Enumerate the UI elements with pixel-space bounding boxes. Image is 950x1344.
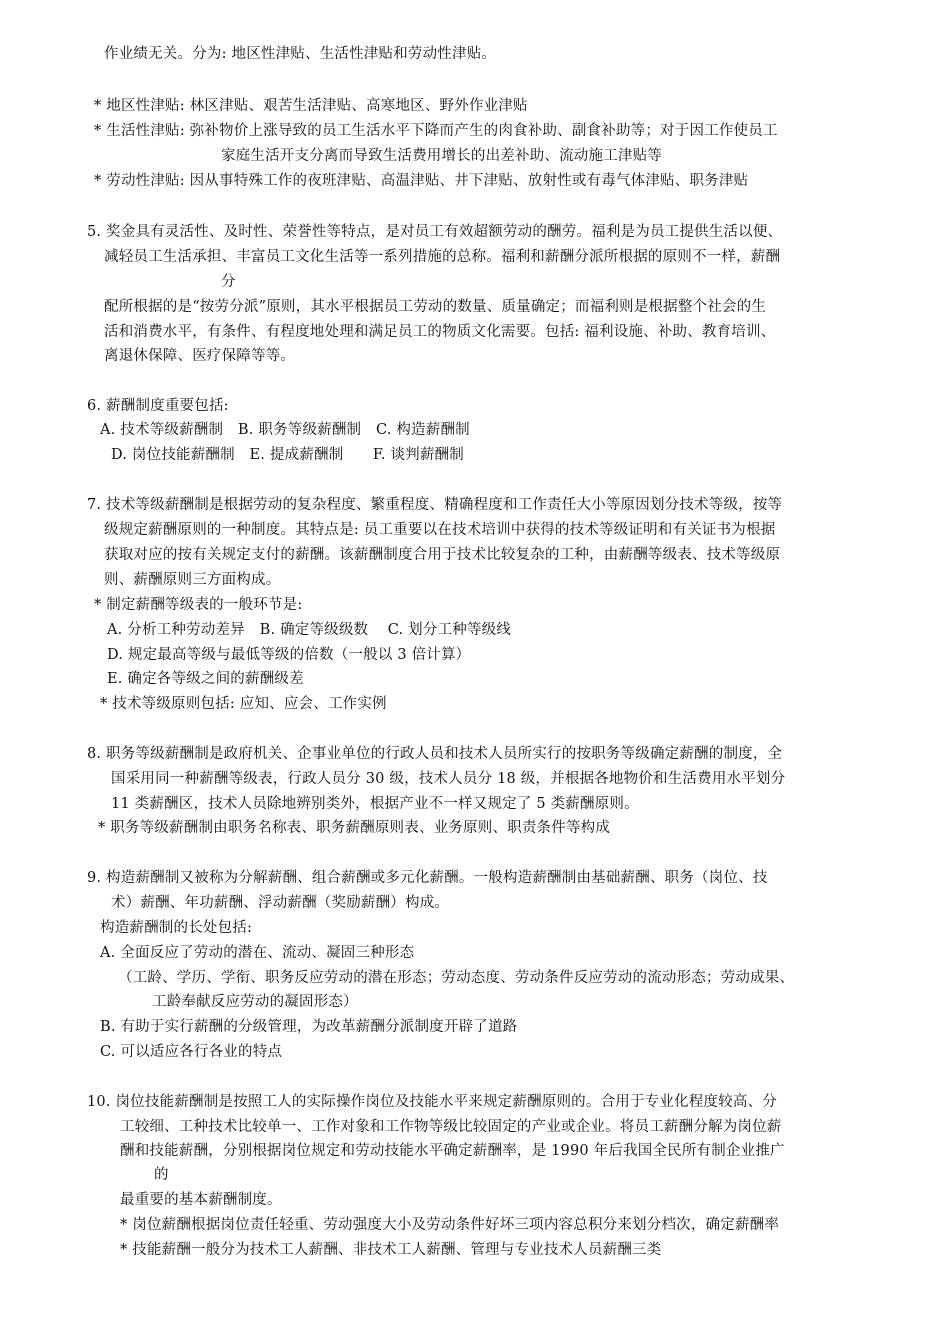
text-line: 10. 岗位技能薪酬制是按照工人的实际操作岗位及技能水平来规定薪酬原则的。合用于专业化程度较高、分 bbox=[87, 1094, 777, 1110]
text-line: 酬和技能薪酬，分别根据岗位规定和劳动技能水平确定薪酬率，是 1990 年后我国全民所有制企业推广 bbox=[120, 1143, 785, 1159]
text-line: * 职务等级薪酬制由职务名称表、职务薪酬原则表、业务原则、职责条件等构成 bbox=[98, 820, 611, 836]
text-line: 家庭生活开支分离而导致生活费用增长的出差补助、流动施工津贴等 bbox=[221, 148, 662, 164]
text-line: D. 规定最高等级与最低等级的倍数（一般以 3 倍计算） bbox=[107, 647, 471, 663]
text-line: B. 有助于实行薪酬的分级管理，为改革薪酬分派制度开辟了道路 bbox=[100, 1019, 518, 1035]
text-line: 9. 构造薪酬制又被称为分解薪酬、组合薪酬或多元化薪酬。一般构造薪酬制由基础薪酬、职务（岗位、技 bbox=[87, 870, 768, 886]
text-line: 8. 职务等级薪酬制是政府机关、企事业单位的行政人员和技术人员所实行的按职务等级确定薪酬的制度，全 bbox=[87, 746, 783, 762]
text-line: E. 确定各等级之间的薪酬级差 bbox=[107, 671, 304, 687]
text-line: 工较细、工种技术比较单一、工作对象和工作物等级比较固定的产业或企业。将员工薪酬分解为岗位薪 bbox=[120, 1119, 782, 1135]
text-line: 作业绩无关。分为: 地区性津贴、生活性津贴和劳动性津贴。 bbox=[104, 46, 497, 62]
text-line: A. 全面反应了劳动的潜在、流动、凝固三种形态 bbox=[100, 945, 415, 961]
text-line: 活和消费水平，有条件、有程度地处理和满足员工的物质文化需要。包括: 福利设施、补助、教育培训、 bbox=[104, 324, 776, 340]
text-line: * 岗位薪酬根据岗位责任轻重、劳动强度大小及劳动条件好坏三项内容总积分来划分档次，确定薪酬率 bbox=[120, 1217, 780, 1233]
text-line: 11 类薪酬区，技术人员除地辨别类外，根据产业不一样又规定了 5 类薪酬原则。 bbox=[111, 796, 639, 812]
text-line: * 地区性津贴: 林区津贴、艰苦生活津贴、高寒地区、野外作业津贴 bbox=[94, 98, 528, 114]
text-line: 5. 奖金具有灵活性、及时性、荣誉性等特点，是对员工有效超额劳动的酬劳。福利是为员工提供生活以便、 bbox=[87, 224, 783, 240]
text-line: 获取对应的按有关规定支付的薪酬。该薪酬制度合用于技术比较复杂的工种，由薪酬等级表、技术等级原 bbox=[104, 547, 781, 563]
text-line: 配所根据的是“按劳分派”原则，其水平根据员工劳动的数量、质量确定；而福利则是根据整个社会的生 bbox=[104, 299, 767, 315]
text-line: 6. 薪酬制度重要包括: bbox=[87, 398, 229, 414]
text-line: 减轻员工生活承担、丰富员工文化生活等一系列措施的总称。福利和薪酬分派所根据的原则不一样，薪酬 bbox=[104, 249, 781, 265]
text-line: * 生活性津贴: 弥补物价上涨导致的员工生活水平下降而产生的肉食补助、副食补助等；对于因工作使员工 bbox=[94, 123, 778, 139]
text-line: D. 岗位技能薪酬制 E. 提成薪酬制 F. 谈判薪酬制 bbox=[111, 447, 464, 463]
text-line: 则、薪酬原则三方面构成。 bbox=[104, 572, 281, 588]
text-line: C. 可以适应各行各业的特点 bbox=[100, 1044, 283, 1060]
text-line: 级规定薪酬原则的一种制度。其特点是: 员工重要以在技术培训中获得的技术等级证明和有关证书为根据 bbox=[104, 522, 776, 538]
text-line: A. 技术等级薪酬制 B. 职务等级薪酬制 C. 构造薪酬制 bbox=[100, 422, 470, 438]
text-line: 术）薪酬、年功薪酬、浮动薪酬（奖励薪酬）构成。 bbox=[111, 895, 450, 911]
text-line: * 劳动性津贴: 因从事特殊工作的夜班津贴、高温津贴、井下津贴、放射性或有毒气体津贴、职务津贴 bbox=[94, 173, 749, 189]
text-line: A. 分析工种劳动差异 B. 确定等级级数 C. 划分工种等级线 bbox=[107, 622, 512, 638]
text-line: 国采用同一种薪酬等级表，行政人员分 30 级，技术人员分 18 级，并根据各地物价和生活费用水平划分 bbox=[111, 771, 786, 787]
text-line: 7. 技术等级薪酬制是根据劳动的复杂程度、繁重程度、精确程度和工作责任大小等原因划分技术等级，按等 bbox=[87, 497, 783, 513]
text-line: （工龄、学历、学衔、职务反应劳动的潜在形态；劳动态度、劳动条件反应劳动的流动形态；劳动成果、 bbox=[118, 970, 795, 986]
text-line: 构造薪酬制的长处包括: bbox=[100, 920, 253, 936]
text-line: * 技能薪酬一般分为技术工人薪酬、非技术工人薪酬、管理与专业技术人员薪酬三类 bbox=[120, 1242, 662, 1258]
text-line: * 技术等级原则包括: 应知、应会、工作实例 bbox=[100, 696, 387, 712]
text-line: 的 bbox=[154, 1167, 169, 1183]
text-line: 最重要的基本薪酬制度。 bbox=[120, 1192, 282, 1208]
text-line: * 制定薪酬等级表的一般环节是: bbox=[94, 597, 303, 613]
text-line: 工龄奉献反应劳动的凝固形态） bbox=[152, 994, 358, 1010]
text-line: 分 bbox=[221, 274, 236, 290]
text-line: 离退休保障、医疗保障等等。 bbox=[104, 348, 296, 364]
